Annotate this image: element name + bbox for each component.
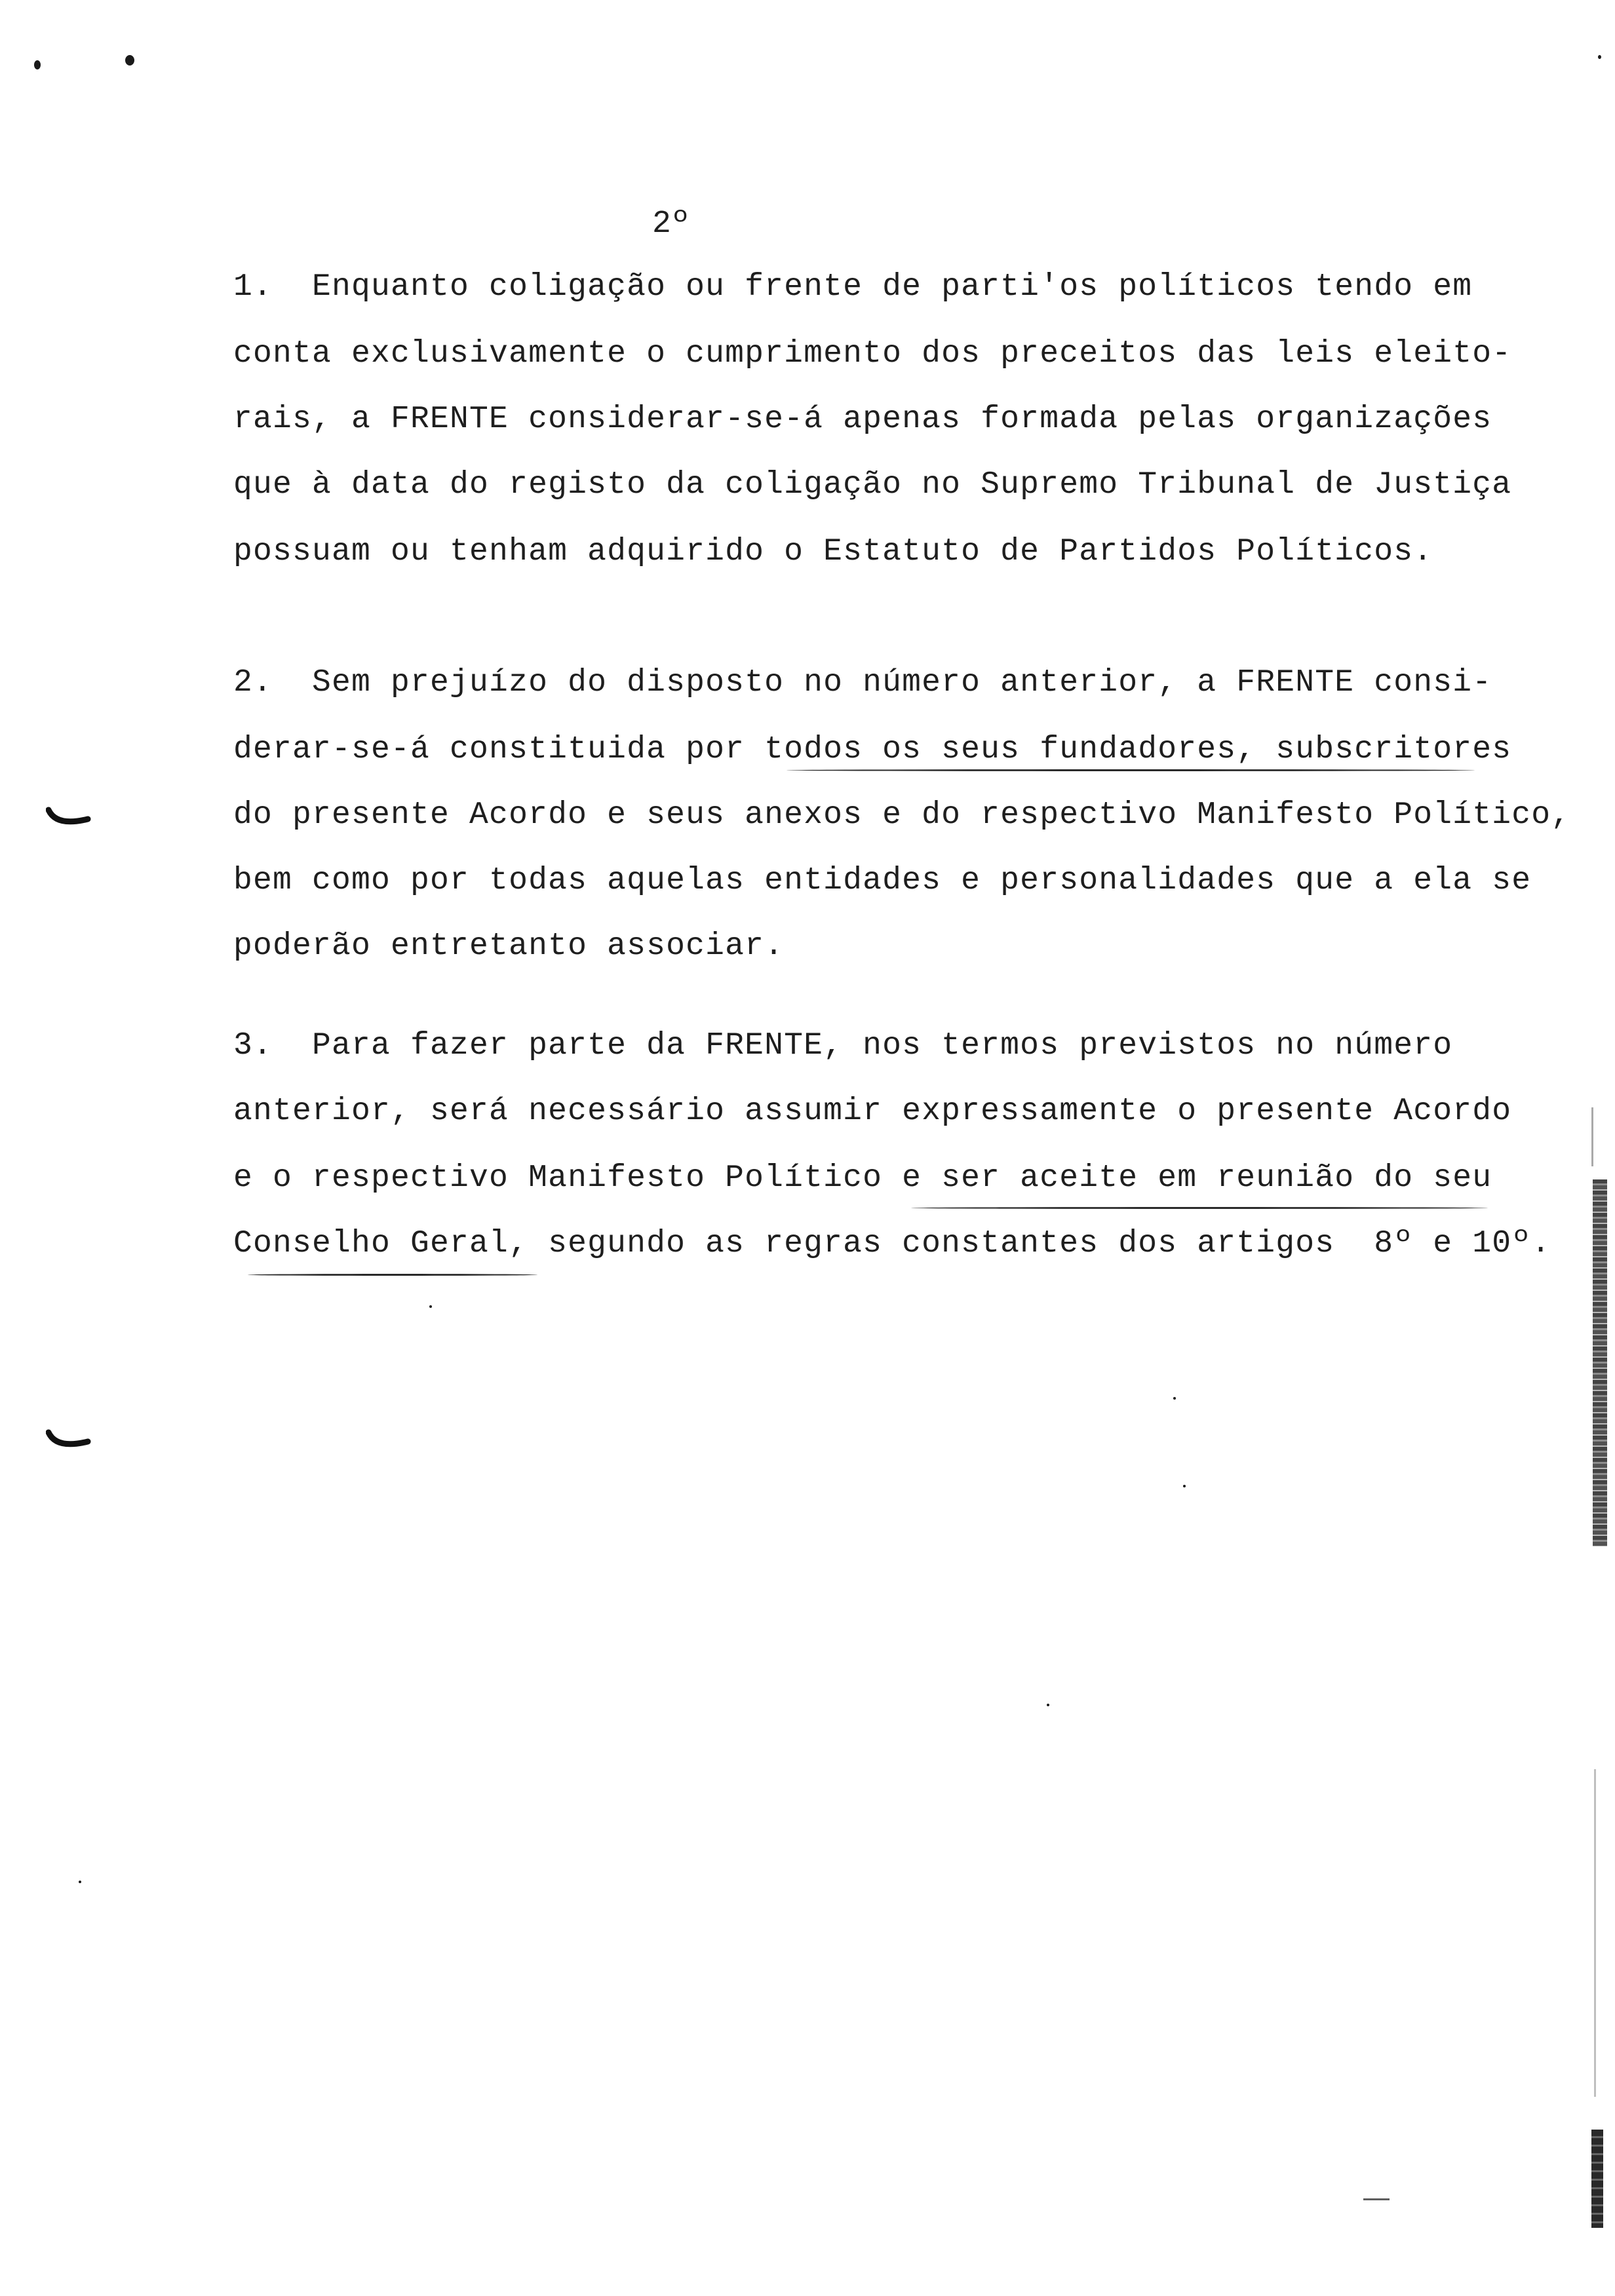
scan-edge-artifact bbox=[1594, 1769, 1596, 2097]
margin-dot bbox=[34, 60, 41, 69]
text-line: que à data do registo da coligação no Supremo Tribunal de Justiça bbox=[233, 467, 1512, 503]
margin-dot bbox=[125, 55, 134, 66]
handwritten-underline bbox=[787, 769, 1475, 771]
speck bbox=[1173, 1397, 1176, 1400]
scan-edge-artifact bbox=[1591, 2130, 1603, 2228]
text-line: possuam ou tenham adquirido o Estatuto de Partidos Políticos. bbox=[233, 534, 1433, 569]
binder-hook-mark bbox=[46, 806, 92, 832]
speck bbox=[79, 1881, 81, 1883]
page-number: 2º bbox=[652, 206, 690, 242]
text-line: bem como por todas aquelas entidades e personalidades que a ela se bbox=[233, 863, 1532, 898]
binder-hook-mark bbox=[46, 1428, 92, 1455]
text-line: anterior, será necessário assumir expressamente o presente Acordo bbox=[233, 1094, 1512, 1129]
speck bbox=[1183, 1485, 1186, 1487]
text-line: poderão entretanto associar. bbox=[233, 928, 785, 964]
scan-edge-artifact bbox=[1593, 1179, 1607, 1546]
text-line: e o respectivo Manifesto Político e ser aceite em reunião do seu bbox=[233, 1160, 1492, 1196]
text-line: 3. Para fazer parte da FRENTE, nos termos previstos no número bbox=[233, 1028, 1453, 1063]
text-line: do presente Acordo e seus anexos e do respectivo Manifesto Político, bbox=[233, 797, 1571, 833]
scan-edge-artifact bbox=[1591, 1107, 1593, 1166]
text-line: 1. Enquanto coligação ou frente de parti'os políticos tendo em bbox=[233, 269, 1473, 305]
text-line: Conselho Geral, segundo as regras constantes dos artigos 8º e 10º. bbox=[233, 1226, 1551, 1261]
text-line: 2. Sem prejuízo do disposto no número anterior, a FRENTE consi- bbox=[233, 665, 1492, 700]
handwritten-underline bbox=[911, 1207, 1488, 1209]
speck bbox=[429, 1305, 432, 1308]
text-line: conta exclusivamente o cumprimento dos preceitos das leis eleito- bbox=[233, 336, 1512, 372]
text-line: rais, a FRENTE considerar-se-á apenas formada pelas organizações bbox=[233, 402, 1492, 437]
handwritten-underline bbox=[248, 1274, 537, 1276]
speck bbox=[1047, 1704, 1049, 1706]
text-line: derar-se-á constituida por todos os seus fundadores, subscritores bbox=[233, 732, 1512, 767]
speck bbox=[1363, 2198, 1390, 2200]
margin-dot bbox=[1598, 55, 1601, 59]
